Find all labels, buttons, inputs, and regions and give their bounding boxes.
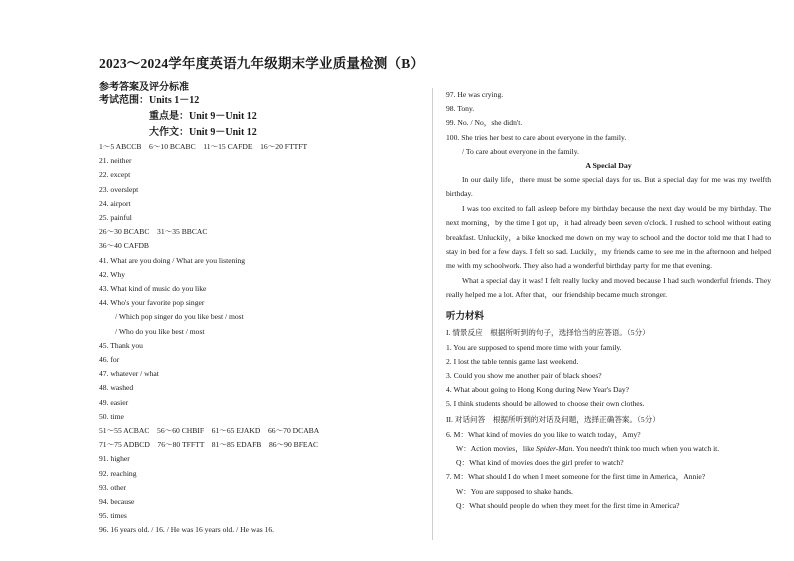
answer-line: 99. No. / No，she didn't.	[446, 118, 523, 128]
answer-line: 100. She tries her best to care about everyone in the family.	[446, 132, 627, 142]
dialogue-question: Q：What should people do when they meet for the first time in America?	[456, 500, 680, 510]
listening-item: 3. Could you show me another pair of black shoes?	[446, 371, 602, 381]
essay-paragraph: What a special day it was! I felt really lucky and moved because I had such wonderful friends. They really helped me a lot. After that，our friendship became much stronger.	[446, 275, 771, 300]
essay-paragraph: In our daily life，there must be some special days for us. But a special day for me was my twelfth birthday.	[446, 175, 771, 199]
movie-title: Spider-Man	[536, 443, 573, 453]
answer-line: 93. other	[99, 482, 126, 492]
answer-line-alt: / Which pop singer do you like best / most	[115, 312, 244, 322]
answer-line: 48. washed	[99, 383, 134, 393]
answer-line: 42. Why	[99, 269, 126, 279]
page-title: 2023～2024学年度英语九年级期末学业质量检测（B）	[99, 56, 425, 71]
answer-line: 45. Thank you	[99, 340, 143, 350]
answer-line: 97. He was crying.	[446, 90, 504, 99]
essay-range: 大作文：Unit 9－Unit 12	[149, 127, 257, 138]
listening-part2-heading: II. 对话问答 根据所听到的对话及问题，选择正确答案。（5分）	[446, 414, 660, 424]
answer-line: 96. 16 years old. / 16. / He was 16 years old. / He was 16.	[99, 525, 275, 535]
listening-item: 5. I think students should be allowed to choose their own clothes.	[446, 399, 645, 409]
answer-line: 44. Who's your favorite pop singer	[99, 298, 205, 308]
answer-line: 21. neither	[99, 156, 132, 166]
left-answer-column	[99, 140, 429, 538]
answer-line: 49. easier	[99, 397, 129, 407]
dialogue-line	[446, 442, 771, 456]
dialogue-text: . You needn't think too much when you watch it.	[572, 443, 720, 453]
dialogue-text: W：Action movies，like	[456, 443, 537, 453]
answer-line: 43. What kind of music do you like	[99, 284, 207, 294]
answer-line: 26～30 BCABC 31～35 BBCAC	[99, 227, 208, 237]
subtitle: 参考答案及评分标准	[99, 82, 189, 93]
answer-line: 91. higher	[99, 454, 130, 464]
essay-paragraph: I was too excited to fall asleep before my birthday because the next day would be my birthday. The next morning，by the time I got up，it had already been seven o'clock. I rushed to school without eating breakfast. Unluckily，a bike knocked me down on my way to school and the doctor told me that I had to stay in bed for a few days. I felt so sad. Luckily，my friends came to see me in the afternoon and helped me with my schoolwork. They also had a wonderful birthday party for me that evening.	[446, 203, 771, 271]
exam-focus: 重点是：Unit 9－Unit 12	[149, 111, 257, 122]
answer-line: 22. except	[99, 170, 131, 180]
answer-line: 98. Tony.	[446, 104, 475, 114]
answer-line: 25. painful	[99, 213, 132, 223]
listening-item: 4. What about going to Hong Kong during New Year's Day?	[446, 385, 630, 395]
answer-line: 23. overslept	[99, 184, 139, 194]
exam-scope: 考试范围：Units 1－12	[99, 95, 200, 106]
listening-item: 2. I lost the table tennis game last weekend.	[446, 356, 579, 366]
answer-line: 95. times	[99, 511, 127, 521]
answer-line: 50. time	[99, 411, 124, 421]
dialogue-line: W：You are supposed to shake hands.	[456, 486, 573, 496]
answer-line: 47. whatever / what	[99, 369, 159, 379]
listening-item: 1. You are supposed to spend more time with your family.	[446, 342, 622, 352]
answer-line: 24. airport	[99, 198, 131, 208]
listening-part1-heading: I. 情景反应 根据所听到的句子，选择恰当的应答语。（5分）	[446, 327, 650, 337]
answer-line: 36～40 CAFDB	[99, 241, 150, 251]
answer-line: 92. reaching	[99, 468, 137, 478]
answer-line: 71～75 ADBCD 76～80 TFFTT 81～85 EDAFB 86～90 BFEAC	[99, 440, 319, 450]
dialogue-question: Q：What kind of movies does the girl prefer to watch?	[456, 458, 624, 468]
answer-line-alt: / To care about everyone in the family.	[462, 146, 579, 156]
listening-heading: 听力材料	[446, 310, 485, 322]
dialogue-line: 7. M：What should I do when I meet someone for the first time in America，Annie?	[446, 472, 706, 482]
essay-title: A Special Day	[585, 161, 632, 171]
answer-line: 41. What are you doing / What are you listening	[99, 255, 246, 265]
answer-line: 51～55 ACBAC 56～60 CHBIF 61～65 EJAKD 66～70 DCABA	[99, 426, 320, 436]
answer-line: 1～5 ABCCB 6～10 BCABC 11～15 CAFDE 16～20 FTTFT	[99, 142, 308, 151]
right-column	[446, 88, 771, 513]
column-divider	[432, 88, 433, 540]
answer-line: 46. for	[99, 355, 120, 365]
dialogue-line: 6. M：What kind of movies do you like to watch today，Amy?	[446, 429, 641, 439]
answer-line-alt: / Who do you like best / most	[115, 326, 205, 336]
answer-line: 94. because	[99, 497, 135, 507]
